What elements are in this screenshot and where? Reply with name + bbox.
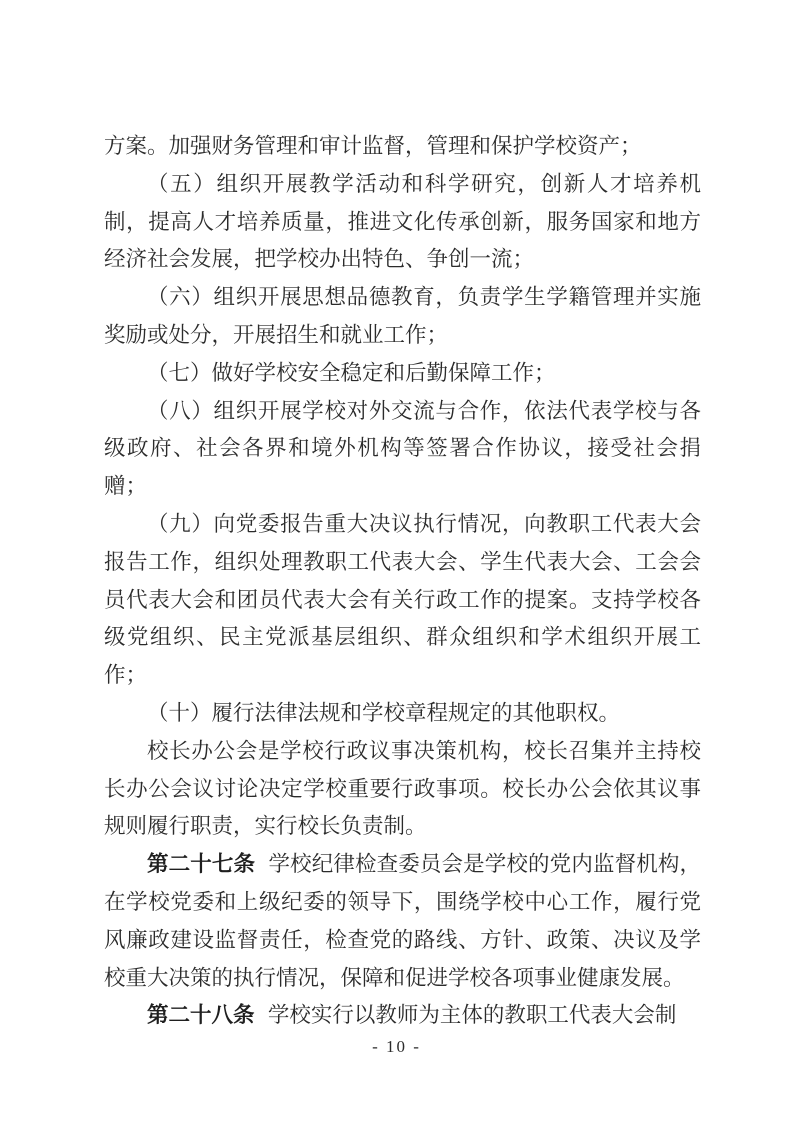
paragraph: [104, 279, 701, 355]
paragraph-text: （十）履行法律法规和学校章程规定的其他职权。: [147, 700, 621, 725]
article-term: 第二十七条: [147, 852, 256, 877]
paragraph: [104, 997, 701, 1035]
paragraph-text: 学校纪律检查委员会是学校的党内监督机构，在学校党委和上级纪委的领导下，围绕学校中心工作，履行党风廉政建设监督责任，检查党的路线、方针、政策、决议及学校重大决策的执行情况，保障和促进学校各项事业健康发展。: [104, 852, 701, 990]
paragraph-text: （五）组织开展教学活动和科学研究，创新人才培养机制，提高人才培养质量，推进文化传承创新，服务国家和地方经济社会发展，把学校办出特色、争创一流；: [104, 171, 701, 272]
document-body: [104, 128, 701, 1035]
article-term: 第二十八条: [147, 1003, 255, 1028]
paragraph-text: （九）向党委报告重大决议执行情况，向教职工代表大会报告工作，组织处理教职工代表大会、学生代表大会、工会会员代表大会和团员代表大会有关行政工作的提案。支持学校各级党组织、民主党派基层组织、群众组织和学术组织开展工作；: [104, 511, 701, 688]
paragraph-text: （八）组织开展学校对外交流与合作，依法代表学校与各级政府、社会各界和境外机构等签署合作协议，接受社会捐赠；: [104, 398, 701, 499]
paragraph-text: （六）组织开展思想品德教育，负责学生学籍管理并实施奖励或处分，开展招生和就业工作；: [104, 285, 701, 347]
paragraph: [104, 128, 701, 166]
paragraph: [104, 355, 701, 393]
paragraph: [104, 393, 701, 506]
paragraph: [104, 166, 701, 279]
paragraph-text: 方案。加强财务管理和审计监督，管理和保护学校资产；: [104, 134, 642, 158]
paragraph-text: （七）做好学校安全稳定和后勤保障工作；: [147, 360, 556, 385]
paragraph: [104, 695, 701, 733]
paragraph-text: 学校实行以教师为主体的教职工代表大会制: [267, 1003, 677, 1028]
paragraph: [104, 846, 701, 997]
page-number: - 10 -: [372, 1037, 421, 1056]
paragraph: [104, 733, 701, 846]
paragraph: [104, 506, 701, 695]
paragraph-text: 校长办公会是学校行政议事决策机构，校长召集并主持校长办公会议讨论决定学校重要行政事项。校长办公会依其议事规则履行职责，实行校长负责制。: [104, 738, 701, 839]
page-footer: [0, 1037, 793, 1057]
